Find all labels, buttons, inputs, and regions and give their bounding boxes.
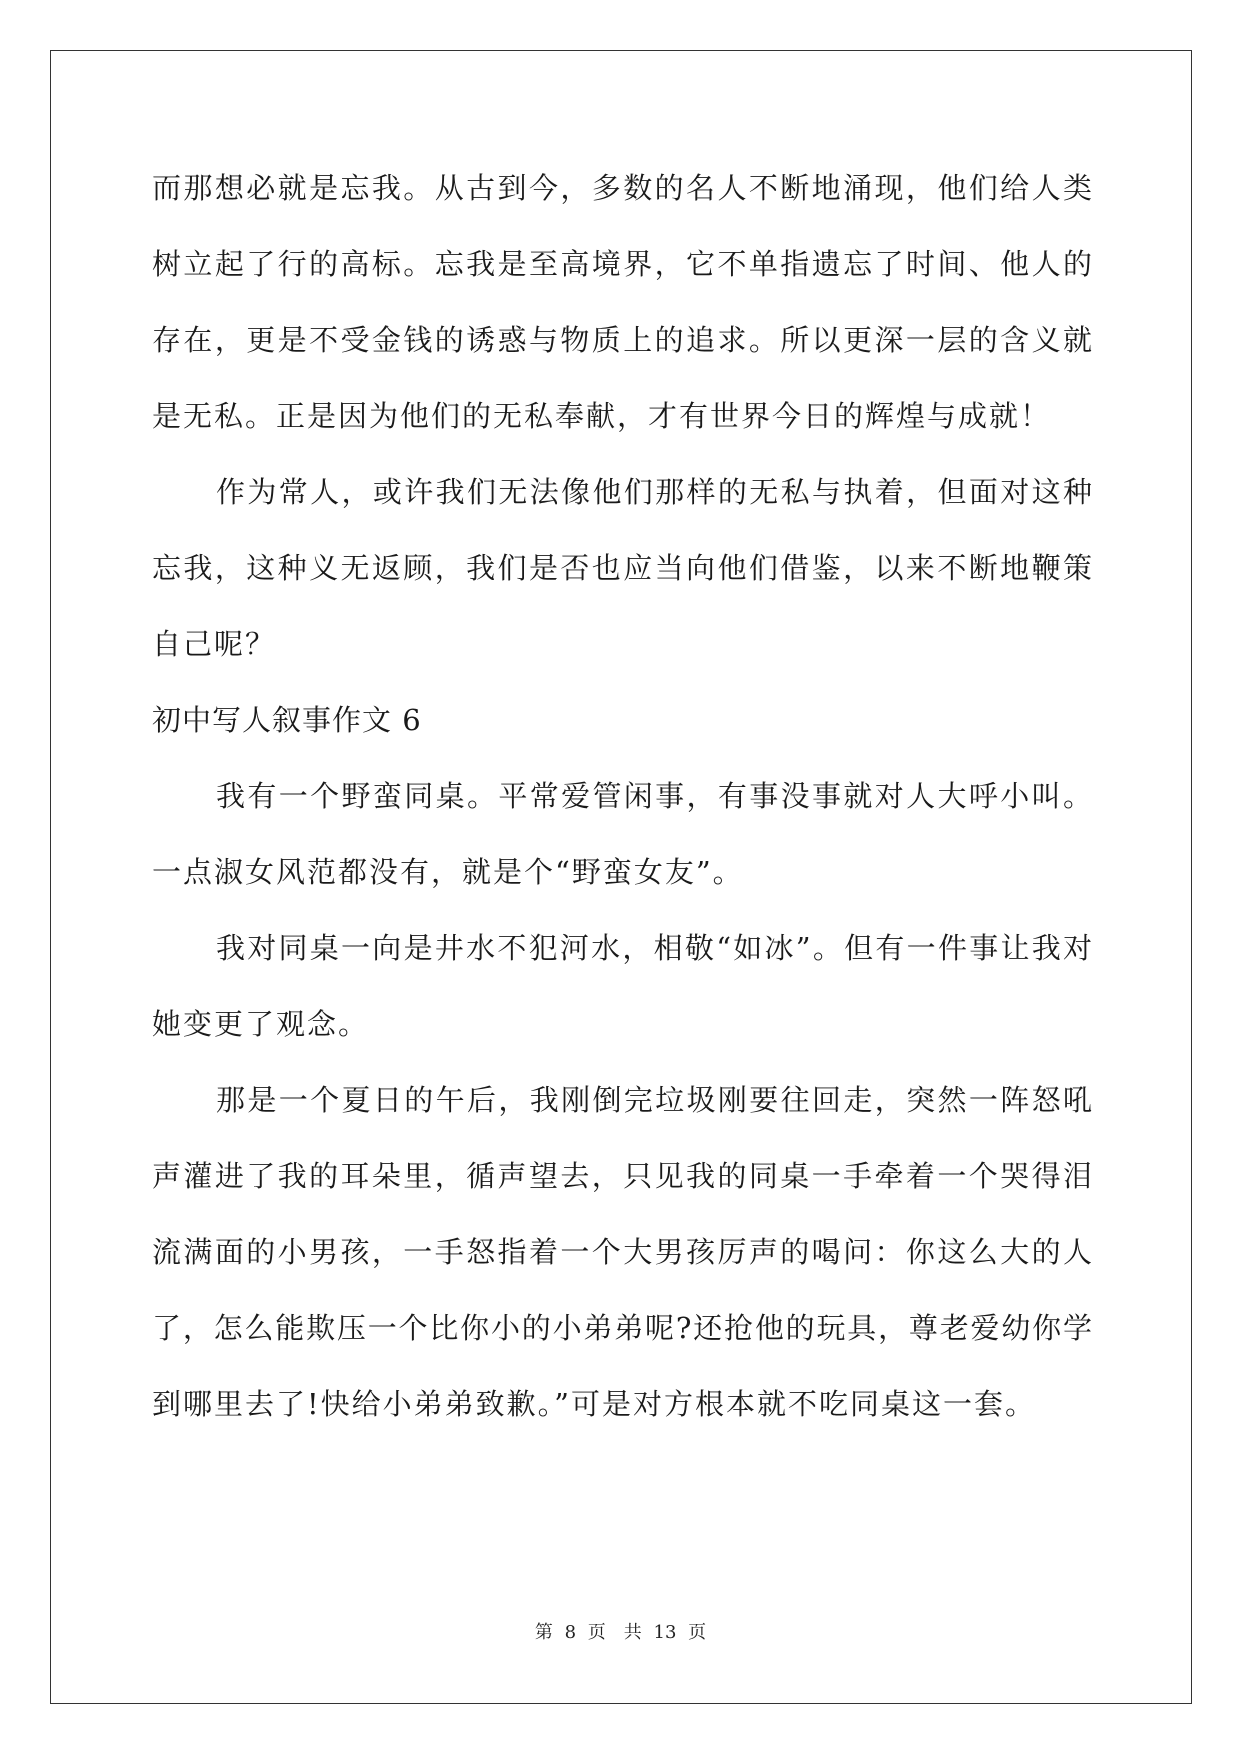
text-line: 声灌进了我的耳朵里，循声望去，只见我的同桌一手牵着一个哭得泪: [152, 1159, 1092, 1193]
text-line: 到哪里去了!快给小弟弟致歉。”可是对方根本就不吃同桌这一套。: [152, 1387, 1036, 1421]
text-line: 流满面的小男孩，一手怒指着一个大男孩厉声的喝问：你这么大的人: [152, 1235, 1092, 1269]
text-line: 我有一个野蛮同桌。平常爱管闲事，有事没事就对人大呼小叫。: [216, 779, 1092, 813]
section-heading: 初中写人叙事作文 6: [152, 703, 422, 737]
text-line: 自己呢？: [152, 627, 277, 661]
text-line: 一点淑女风范都没有，就是个“野蛮女友”。: [152, 855, 744, 889]
page-number-footer: 第 8 页 共 13 页: [534, 1622, 707, 1643]
text-line: 而那想必就是忘我。从古到今，多数的名人不断地涌现，他们给人类: [152, 171, 1092, 205]
text-line: 我对同桌一向是井水不犯河水，相敬“如冰”。但有一件事让我对: [216, 931, 1092, 965]
text-line: 忘我，这种义无返顾，我们是否也应当向他们借鉴，以来不断地鞭策: [152, 551, 1092, 585]
text-line: 那是一个夏日的午后，我刚倒完垃圾刚要往回走，突然一阵怒吼: [216, 1083, 1092, 1117]
text-line: 了，怎么能欺压一个比你小的小弟弟呢?还抢他的玩具，尊老爱幼你学: [152, 1311, 1092, 1345]
text-line: 存在，更是不受金钱的诱惑与物质上的追求。所以更深一层的含义就: [152, 323, 1092, 357]
text-line: 她变更了观念。: [152, 1007, 370, 1041]
text-line: 树立起了行的高标。忘我是至高境界，它不单指遗忘了时间、他人的: [152, 247, 1092, 281]
document-body: [152, 150, 1092, 1442]
text-line: 是无私。正是因为他们的无私奉献，才有世界今日的辉煌与成就！: [152, 399, 1052, 433]
text-line: 作为常人，或许我们无法像他们那样的无私与执着，但面对这种: [216, 475, 1092, 509]
